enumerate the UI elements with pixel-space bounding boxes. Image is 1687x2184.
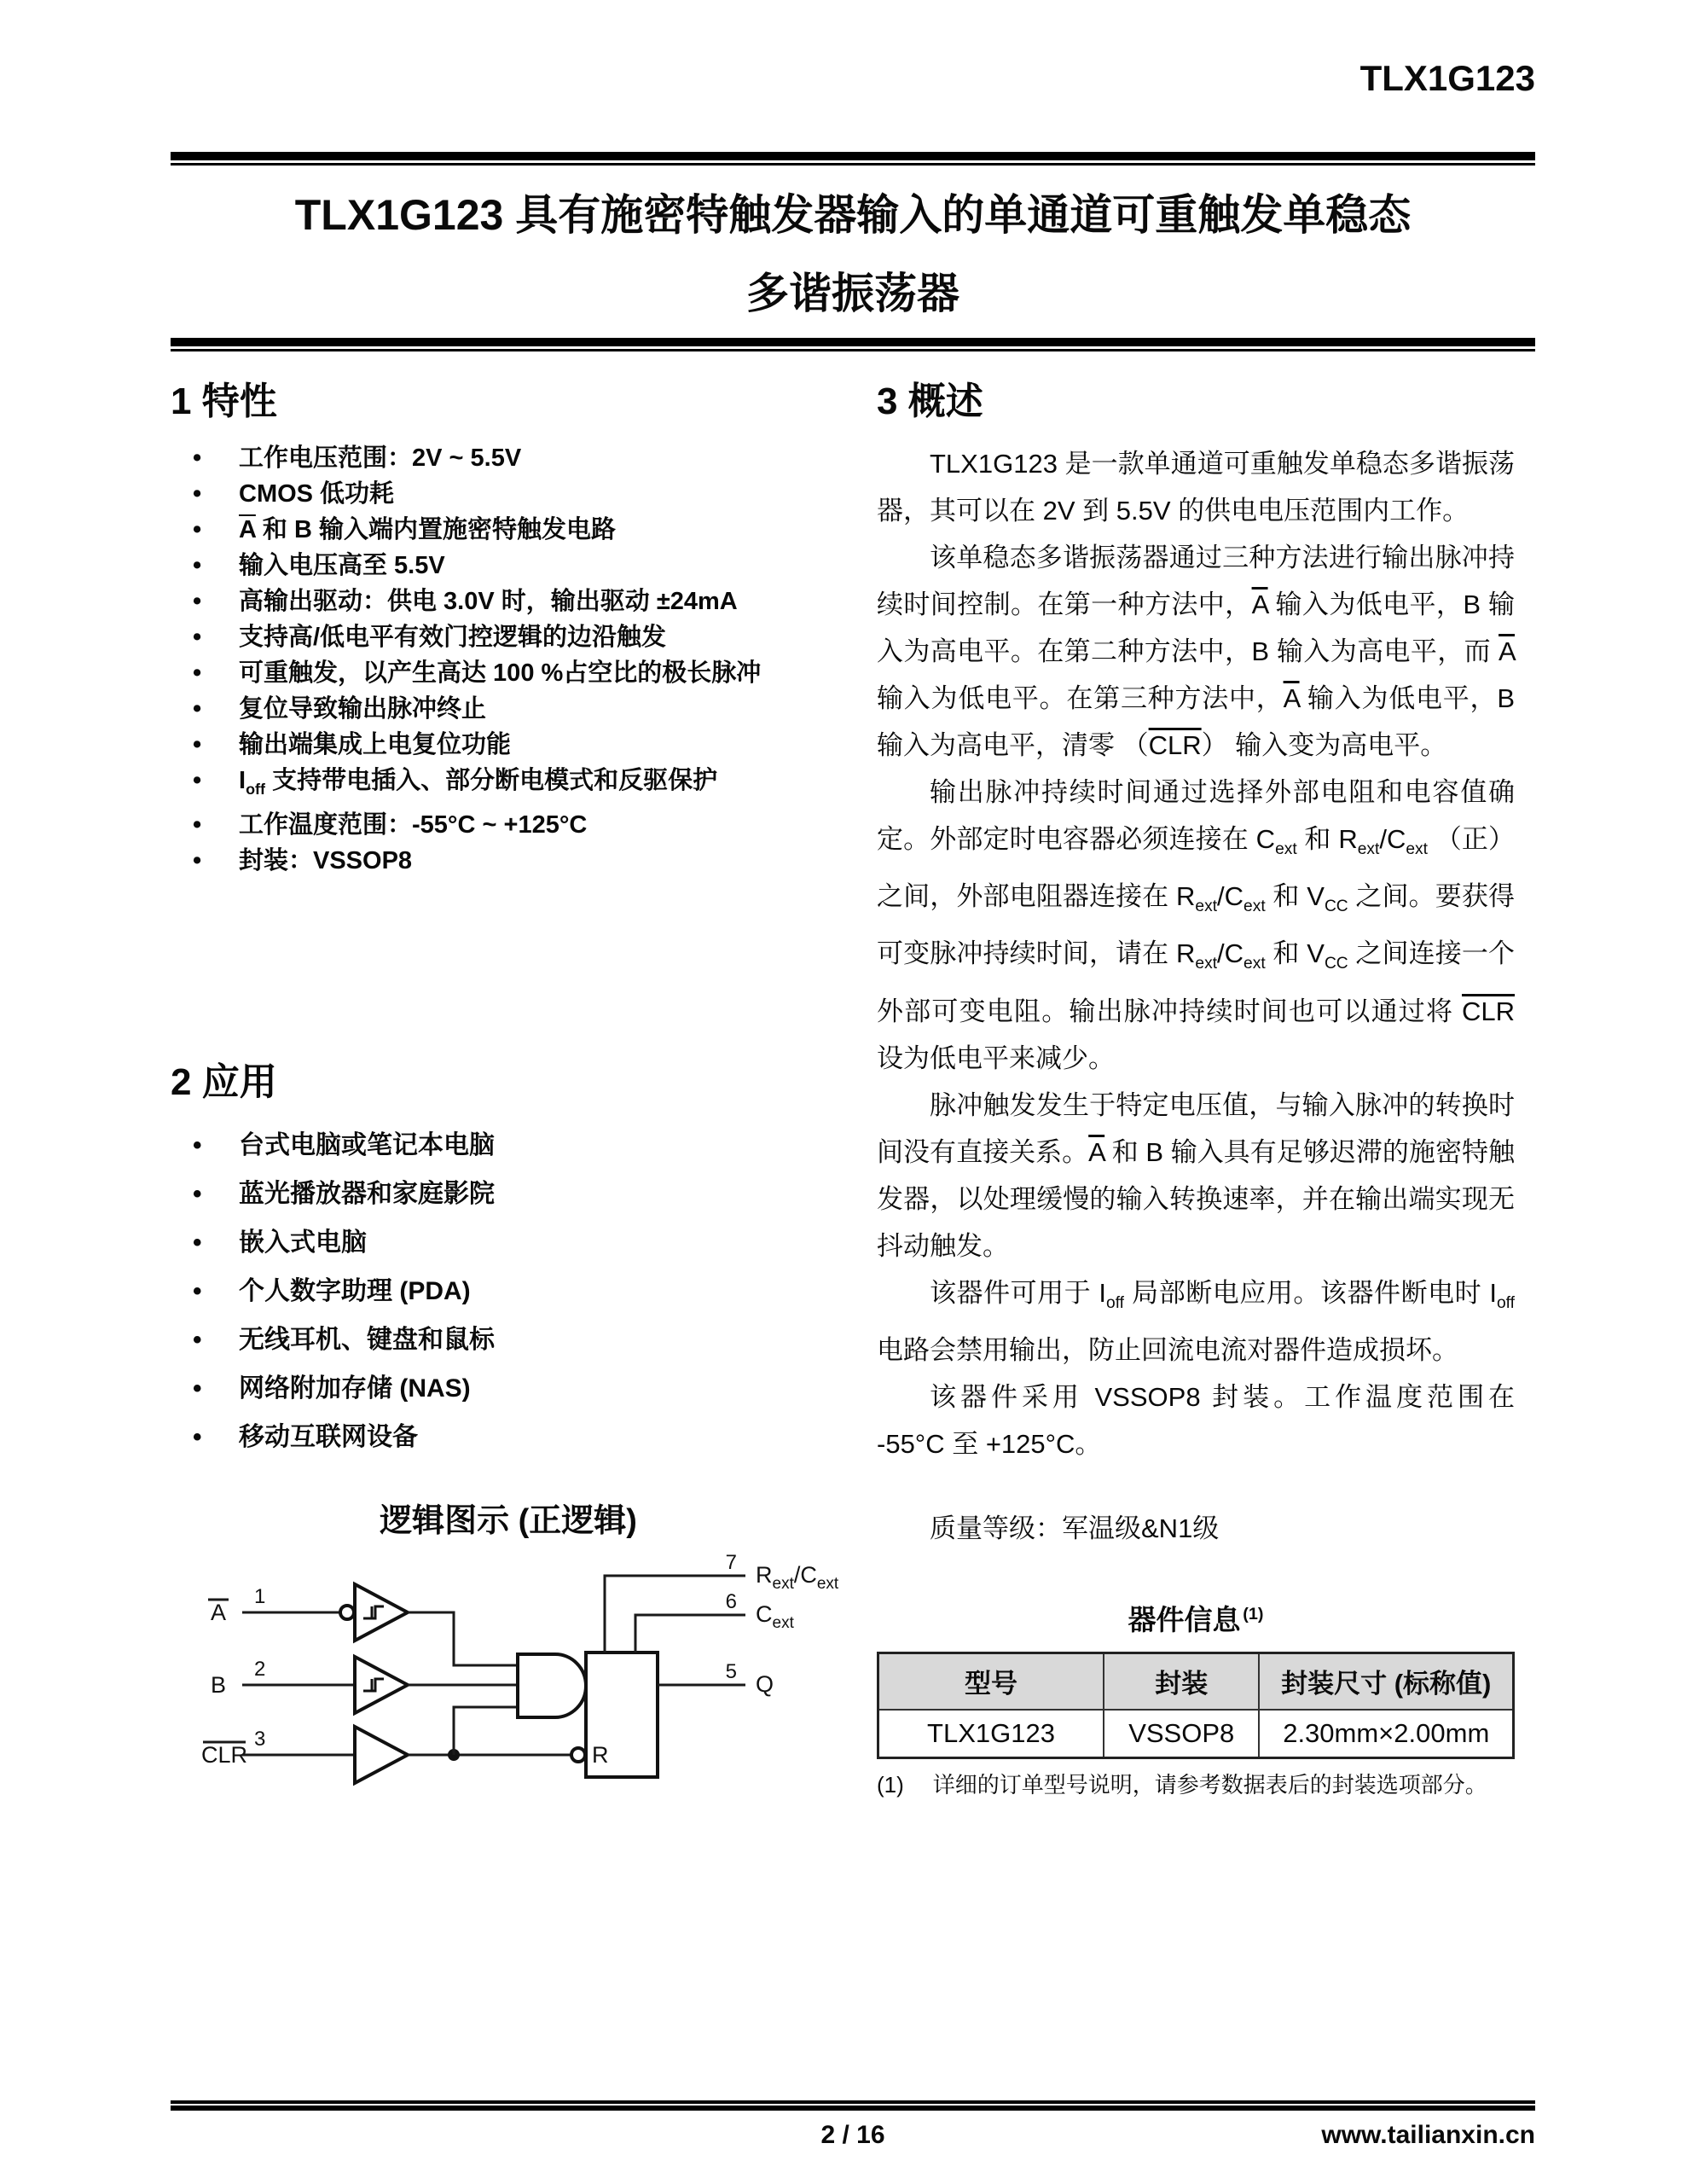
logic-diagram xyxy=(171,1547,853,1796)
buffer-clr xyxy=(355,1727,408,1783)
table-row xyxy=(878,1710,1514,1758)
feature-item: • 工作电压范围：2V ~ 5.5V xyxy=(171,440,846,476)
features-heading: 1 特性 xyxy=(171,380,277,422)
pin-7-label: $R_{ext}/C_{ext}$ xyxy=(756,1561,839,1593)
pin-6-number: 6 xyxy=(725,1589,737,1613)
feature-item: • $I_{off}$ 支持带电插入、部分断电模式和反驱保护 xyxy=(171,763,846,807)
document-title xyxy=(171,176,1535,333)
application-item: • 台式电脑或笔记本电脑 xyxy=(171,1121,846,1170)
device-info-section xyxy=(877,1598,1515,1800)
feature-item: • 工作温度范围：-55°C ~ +125°C xyxy=(171,807,846,843)
footer-rule xyxy=(171,2100,1535,2111)
application-item: • 蓝光播放器和家庭影院 xyxy=(171,1170,846,1218)
table-cell-package: VSSOP8 xyxy=(1104,1710,1260,1758)
overview-paragraphs xyxy=(877,440,1515,1467)
left-column xyxy=(171,375,846,1796)
feature-item: • $\overline{A}$ 和 B 输入端内置施密特触发电路 xyxy=(171,512,846,548)
input-a-label: A xyxy=(210,1599,227,1625)
footnote xyxy=(877,1769,1515,1800)
footnote-marker: (1) xyxy=(877,1771,904,1798)
device-info-title-footnote-ref: (1) xyxy=(1243,1604,1264,1623)
pin-6-label: $C_{ext}$ xyxy=(756,1600,794,1632)
document-title-line1: TLX1G123 具有施密特触发器输入的单通道可重触发单稳态 xyxy=(294,191,1412,239)
header-product-name: TLX1G123 xyxy=(1359,58,1535,98)
inverter-bubble-a xyxy=(340,1606,354,1619)
feature-item: • 可重触发，以产生高达 100 %占空比的极长脉冲 xyxy=(171,655,846,691)
right-column xyxy=(877,375,1515,1800)
table-cell-model: TLX1G123 xyxy=(878,1710,1104,1758)
table-header-cell: 封装 xyxy=(1104,1653,1260,1710)
table-header-row xyxy=(878,1653,1514,1710)
device-info-title: 器件信息 $^{(1)}$ xyxy=(1128,1603,1264,1635)
overview-paragraph: 该器件可用于 $I_{off}$ 局部断电应用。该器件断电时 $I_{off}$ 电路会禁用输出，防止回流电流对器件造成损坏。 xyxy=(877,1277,1515,1365)
pin-2-number: 2 xyxy=(254,1657,266,1681)
title-rule xyxy=(171,338,1535,351)
footnote-text: 详细的订单型号说明，请参考数据表后的封装选项部分。 xyxy=(932,1771,1487,1798)
pin-1-number: 1 xyxy=(254,1584,266,1608)
applications-heading: 2 应用 xyxy=(171,1060,277,1103)
schmitt-buffer-b xyxy=(355,1657,408,1713)
application-item: • 嵌入式电脑 xyxy=(171,1218,846,1267)
feature-item: • 输入电压高至 5.5V xyxy=(171,548,846,584)
features-list xyxy=(171,440,846,879)
pin-5-number: 5 xyxy=(725,1659,737,1683)
and-gate xyxy=(518,1654,586,1717)
website-link[interactable]: www.tailianxin.cn xyxy=(1321,2121,1535,2149)
pin-5-label: Q xyxy=(756,1670,774,1697)
quality-grade-text: 质量等级：军温级&N1级 xyxy=(930,1513,1220,1543)
feature-item: • 封装：VSSOP8 xyxy=(171,843,846,879)
page-number: 2 / 16 xyxy=(820,2121,885,2149)
pin-7-number: 7 xyxy=(725,1550,737,1574)
feature-item: • 输出端集成上电复位功能 xyxy=(171,727,846,763)
table-header-cell: 封装尺寸 (标称值) xyxy=(1259,1653,1513,1710)
overview-heading: 3 概述 xyxy=(877,380,983,422)
input-clr-label: CLR xyxy=(200,1741,248,1768)
document-title-line2: 多谐振荡器 xyxy=(746,270,959,317)
overview-paragraph: 该单稳态多谐振荡器通过三种方法进行输出脉冲持续时间控制。在第一种方法中，$\overline{A}$ 输入为低电平，B 输入为高电平。在第二种方法中，B 输入为高电平，而 $\overline{A}$ 输入为低电平。在第三种方法中，$\overline{A}$ 输入为低电平，B 输入为高电平，清零 $(\overline{CLR})$ 输入变为高电平。 xyxy=(877,543,1516,760)
overview-paragraph: 该器件采用 VSSOP8 封装。工作温度范围在 -55°C 至 +125°C。 xyxy=(877,1381,1515,1459)
table-header-cell: 型号 xyxy=(878,1653,1104,1710)
feature-item: • CMOS 低功耗 xyxy=(171,476,846,512)
application-item: • 网络附加存储 (NAS) xyxy=(171,1364,846,1413)
reset-label: R xyxy=(592,1741,609,1768)
input-b-label: B xyxy=(210,1671,227,1698)
feature-item: • 复位导致输出脉冲终止 xyxy=(171,691,846,727)
table-cell-size: 2.30mm×2.00mm xyxy=(1259,1710,1513,1758)
feature-item: • 高输出驱动：供电 3.0V 时，输出驱动 ±24mA xyxy=(171,584,846,619)
application-item: • 无线耳机、键盘和鼠标 xyxy=(171,1316,846,1364)
schmitt-buffer-a xyxy=(355,1584,408,1641)
overview-paragraph: 输出脉冲持续时间通过选择外部电阻和电容值确定。外部定时电容器必须连接在 $C_{ext}$ 和 $R_{ext}/C_{ext}$ （正） 之间，外部电阻器连接在 $R_{ext}/C_{ext}$ 和 $V_{CC}$ 之间。要获得可变脉冲持续时间，请在 $R_{ext}/C_{ext}$ 和 $V_{CC}$ 之间连接一个外部可变电阻。输出脉冲持续时间也可以通过将 $\overline{CLR}$ 设为低电平来减少。 xyxy=(877,777,1516,1073)
logic-diagram-title: 逻辑图示 (正逻辑) xyxy=(380,1502,637,1539)
applications-list xyxy=(171,1121,846,1461)
device-info-table xyxy=(877,1652,1515,1759)
feature-item: • 支持高/低电平有效门控逻辑的边沿触发 xyxy=(171,619,846,655)
reset-bubble xyxy=(571,1748,585,1762)
application-item: • 移动互联网设备 xyxy=(171,1413,846,1461)
overview-paragraph: 脉冲触发发生于特定电压值，与输入脉冲的转换时间没有直接关系。$\overline{A}$ 和 B 输入具有足够迟滞的施密特触发器，以处理缓慢的输入转换速率，并在输出端实现无抖动触发。 xyxy=(877,1089,1515,1261)
pin-3-number: 3 xyxy=(254,1727,266,1751)
application-item: • 个人数字助理 (PDA) xyxy=(171,1267,846,1316)
header-rule xyxy=(171,152,1535,166)
overview-paragraph: TLX1G123 是一款单通道可重触发单稳态多谐振荡器，其可以在 2V 到 5.5V 的供电电压范围内工作。 xyxy=(877,449,1515,526)
